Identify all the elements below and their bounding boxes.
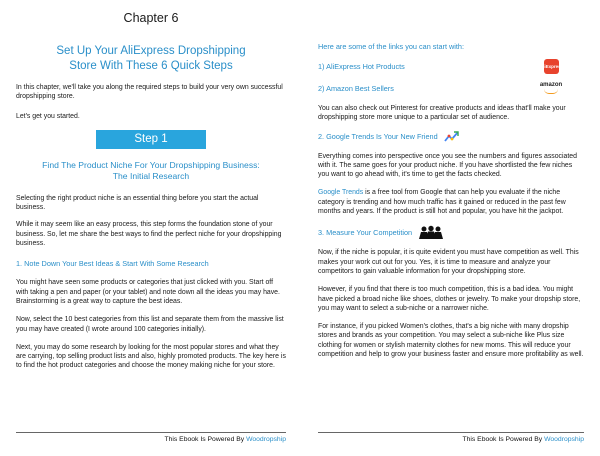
paragraph-brainstorm: You might have seen some products or categories that just clicked with you. Start off with taking a pen and paper (or your tablet) and note down all the ideas you may have. Brainstorming is a great way to capture the best ideas. — [16, 279, 280, 305]
aliexpress-logo-icon — [539, 59, 564, 74]
footer-divider — [16, 432, 286, 433]
amazon-smile-mark — [544, 89, 558, 94]
footer-brand-link[interactable]: Woodropship — [246, 436, 286, 443]
section-heading-2-row — [318, 130, 584, 143]
section-heading-1: 1. Note Down Your Best Ideas & Start With Some Research — [16, 259, 209, 269]
step-banner: Step 1 — [96, 130, 206, 149]
competition-people-icon — [418, 225, 444, 239]
footer-divider — [318, 432, 584, 433]
footer-brand-link[interactable]: Woodropship — [544, 436, 584, 443]
chapter-title — [16, 44, 286, 74]
footer-credit — [164, 436, 286, 443]
link-row-aliexpress — [318, 57, 584, 75]
right-page — [300, 0, 600, 456]
footer-prefix: This Ebook Is Powered By — [164, 436, 247, 443]
google-trends-icon — [444, 130, 460, 143]
footer-credit — [462, 436, 584, 443]
paragraph-google-trends — [318, 188, 584, 216]
paragraph-too-much-competition: However, if you find that there is too much competition, this is a bad idea. You might have picked a broad niche like shoes, clothes or jewelry. To make your dropship store, you may want to select a sub-niche or a narrower niche. — [318, 286, 581, 312]
paragraph-niche-essential: Selecting the right product niche is an essential thing before you start the actual business. — [16, 194, 259, 212]
aliexpress-logo-text: AliExpress — [539, 63, 564, 69]
paragraph-research-stores: Next, you may do some research by looking for the most popular stores and what they are carrying, top selling product lists and also, highly promoted products. The key here is to find the hot product categories and choose the money making niche for your store. — [16, 343, 286, 370]
amazon-logo-text: amazon — [539, 82, 563, 88]
paragraph-sub-niche: For instance, if you picked Women's clothes, that's a big niche with many dropship stores and brands as your competition. You may select a sub-niche like Plus size clothing for women or stylish maternity clothes for new moms. This will reduce your competition and help to grow your business faster and ensure more profitability as well. — [318, 323, 584, 359]
link-row-amazon — [318, 79, 584, 97]
amazon-best-sellers-link[interactable]: 2) Amazon Best Sellers — [318, 83, 394, 93]
paragraph-foundation: While it may seem like an easy process, this step forms the foundation stone of your business. So, let me share the best ways to find the perfect niche for your dropshipping business. — [16, 221, 282, 248]
footer-prefix: This Ebook Is Powered By — [462, 436, 545, 443]
google-trends-description: is a free tool from Google that can help you evaluate if the niche category is trending and how much traffic has it gained or reduced in the past few months and years. If the product is still hot and popular, you have hit the jackpot. — [318, 189, 566, 216]
intro-paragraph: In this chapter, we'll take you along the required steps to build your very own successful dropshipping store. — [16, 84, 283, 101]
aliexpress-hot-products-link[interactable]: 1) AliExpress Hot Products — [318, 61, 405, 71]
paragraph-pinterest: You can also check out Pinterest for creative products and ideas that'll make your dropshipping store more unique to a particular set of audience. — [318, 105, 566, 122]
section-heading-3: 3. Measure Your Competition — [318, 227, 413, 237]
chapter-title-line1: Set Up Your AliExpress Dropshipping — [56, 45, 246, 57]
links-heading: Here are some of the links you can start with: — [318, 42, 465, 51]
google-trends-link[interactable]: Google Trends — [318, 189, 364, 197]
chapter-label: Chapter 6 — [123, 11, 179, 25]
chapter-title-line2: Store With These 6 Quick Steps — [69, 60, 233, 72]
section-heading-2: 2. Google Trends Is Your New Friend — [318, 131, 438, 141]
section-heading-3-row — [318, 225, 584, 239]
get-started-line: Let's get you started. — [16, 112, 80, 120]
amazon-logo-icon — [538, 81, 564, 95]
paragraph-numbers-figures: Everything comes into perspective once you see the numbers and figures associated with it. The same goes for your product niche. If you have shortlisted the few niches you want to go ahead with, it's time to get the facts checked. — [318, 152, 577, 179]
step-title — [16, 160, 286, 182]
paragraph-select-categories: Now, select the 10 best categories from this list and separate them from the massive list you may have created (I wrote around 100 categories initially). — [16, 316, 284, 333]
paragraph-competition: Now, if the niche is popular, it is quite evident you must have competition as well. This makes your work cut out for you. Yes, it is time to measure and analyze your competitors to gain valuable information for your dropshipping store. — [318, 249, 579, 275]
step-title-line2: The Initial Research — [112, 170, 190, 181]
step-title-line1: Find The Product Niche For Your Dropshipping Business: — [42, 159, 260, 170]
